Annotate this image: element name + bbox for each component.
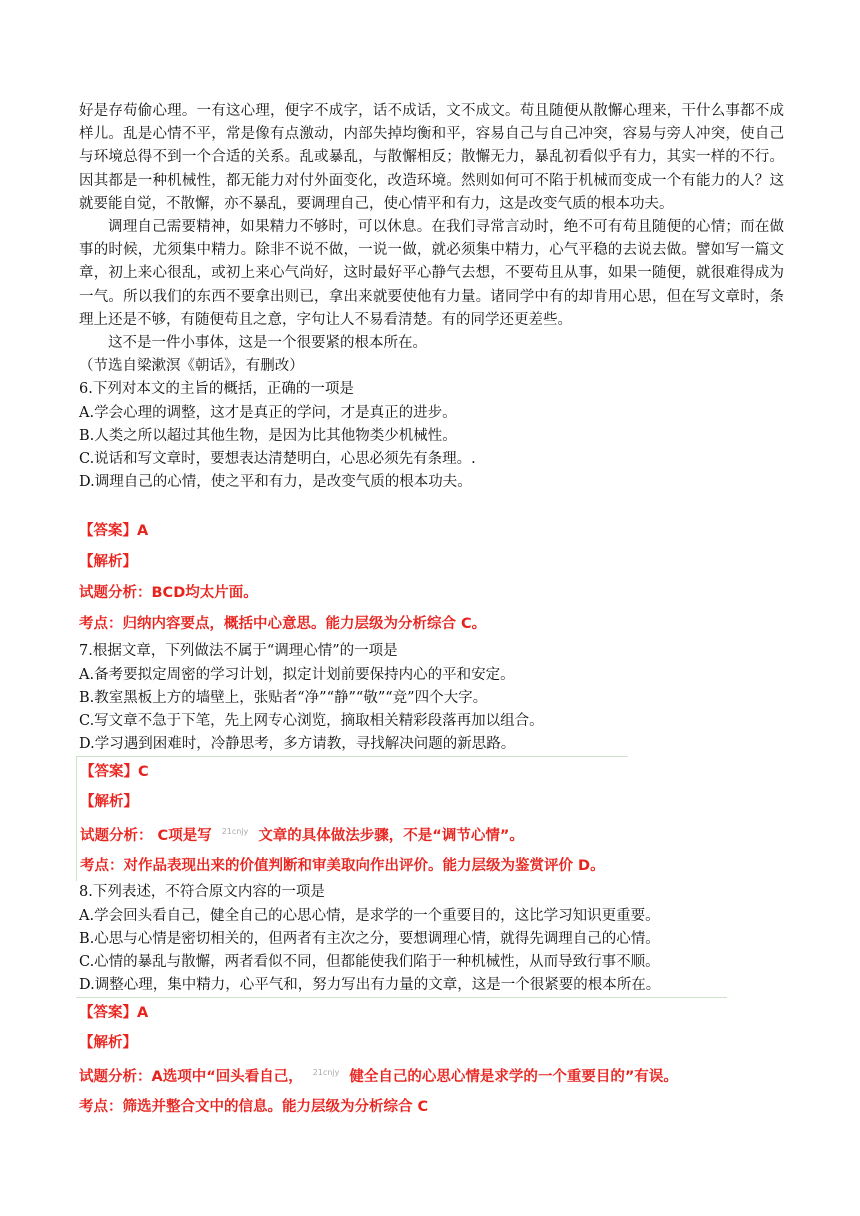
q7-answer-box: [76, 756, 628, 881]
q7-option-b: B.教室黑板上方的墙壁上，张贴者“净”“静”“敬”“竞”四个大字。: [79, 689, 488, 706]
watermark-text: 21cnjy: [221, 827, 249, 837]
q7-stem: 7.根据文章，下列做法不属于“调理心情”的一项是: [79, 643, 398, 660]
q8-analysis-part-a: 试题分析：A选项中“回头看自己，: [79, 1069, 303, 1086]
q8-analysis-title: 【解析】: [79, 1035, 137, 1052]
watermark-text: 21cnjy: [312, 1068, 340, 1078]
q6-answer: 【答案】A: [79, 523, 149, 540]
q6-option-b: B.人类之所以超过其他生物，是因为比其他物类少机械性。: [79, 427, 457, 444]
q7-analysis-part-a: 试题分析： C项是写: [80, 828, 212, 845]
q8-answer: 【答案】A: [79, 1005, 149, 1022]
q7-option-c: C.写文章不急于下笔，先上网专心浏览，摘取相关精彩段落再加以组合。: [79, 713, 544, 730]
q8-option-c: C.心情的暴乱与散懈，两者看似不同，但都能使我们陷于一种机械性，从而导致行事不顺。: [79, 954, 660, 971]
q8-point: 考点：筛选并整合文中的信息。能力层级为分析综合 C: [79, 1099, 429, 1116]
q6-stem: 6.下列对本文的主旨的概括，正确的一项是: [79, 381, 354, 398]
document-page: [79, 100, 784, 1122]
q7-analysis-part-b: 文章的具体做法步骤，不是“调节心情”。: [258, 828, 524, 845]
passage-paragraph-3: 这不是一件小事体，这是一个很要紧的根本所在。: [108, 335, 427, 352]
q7-analysis: [80, 817, 628, 851]
passage-paragraph-1: 好是存苟偷心理。一有这心理，便字不成字，话不成话，文不成文。苟且随便从散懈心理来，干什么事都不成样儿。乱是心情不平，常是像有点激动，内部失掉均衡和平，容易自己与自己冲突，容易与旁人冲突，使自己与环境总得不到一个合适的关系。乱或暴乱，与散懈相反；散懈无力，暴乱初看似乎有力，其实一样的不行。因其都是一种机械性，都无能力对付外面变化，改造环境。然则如何可不陷于机械而变成一个有能力的人？这就要能自觉，不散懈，亦不暴乱，要调理自己，使心情平和有力，这是改变气质的根本功夫。: [79, 103, 784, 212]
q8-option-b: B.心思与心情是密切相关的，但两者有主次之分，要想调理心情，就得先调理自己的心情。: [79, 930, 660, 947]
q6-point: 考点：归纳内容要点，概括中心意思。能力层级为分析综合 C。: [79, 616, 487, 633]
q7-point: 考点：对作品表现出来的价值判断和审美取向作出评价。能力层级为鉴赏评价 D。: [80, 858, 605, 875]
q8-stem: 8.下列表述，不符合原文内容的一项是: [79, 884, 325, 901]
passage-paragraph-2: 调理自己需要精神，如果精力不够时，可以休息。在我们寻常言动时，绝不可有苟且随便的心情；而在做事的时候，尤须集中精力。除非不说不做，一说一做，就必须集中精力，心气平稳的去说去做。譬如写一篇文章，初上来心很乱，或初上来心气尚好，这时最好平心静气去想，不要苟且从事，如果一随便，就很难得成为一气。所以我们的东西不要拿出则已，拿出来就要使他有力量。诸同学中有的却肯用心思，但在写文章时，条理上还是不够，有随便苟且之意，字句让人不易看清楚。有的同学还更差些。: [79, 219, 784, 328]
q8-option-a: A.学会回头看自己，健全自己的心思心情，是求学的一个重要目的，这比学习知识更重要。: [79, 907, 660, 924]
q8-option-d: D.调整心理，集中精力，心平气和，努力写出有力量的文章，这是一个很紧要的根本所在。: [79, 977, 661, 994]
q6-analysis: 试题分析：BCD均太片面。: [79, 585, 258, 602]
q7-analysis-title: 【解析】: [80, 794, 138, 811]
q6-option-d: D.调理自己的心情，使之平和有力，是改变气质的根本功夫。: [79, 474, 472, 491]
q8-analysis-part-b: 健全自己的心思心情是求学的一个重要目的”有误。: [349, 1069, 678, 1086]
q8-answer-box: [76, 997, 727, 1122]
q6-option-c: C.说话和写文章时，要想表达清楚明白，心思必须先有条理。.: [79, 451, 476, 468]
q7-answer: 【答案】C: [80, 764, 149, 781]
passage-source: （节选自梁漱溟《朝话》，有删改）: [79, 358, 304, 375]
q7-option-d: D.学习遇到困难时，冷静思考，多方请教，寻找解决问题的新思路。: [79, 736, 516, 753]
q7-option-a: A.备考要拟定周密的学习计划，拟定计划前要保持内心的平和安定。: [79, 666, 515, 683]
q6-analysis-title: 【解析】: [79, 554, 137, 571]
q8-analysis: [79, 1058, 727, 1092]
q6-option-a: A.学会心理的调整，这才是真正的学问，才是真正的进步。: [79, 404, 457, 421]
